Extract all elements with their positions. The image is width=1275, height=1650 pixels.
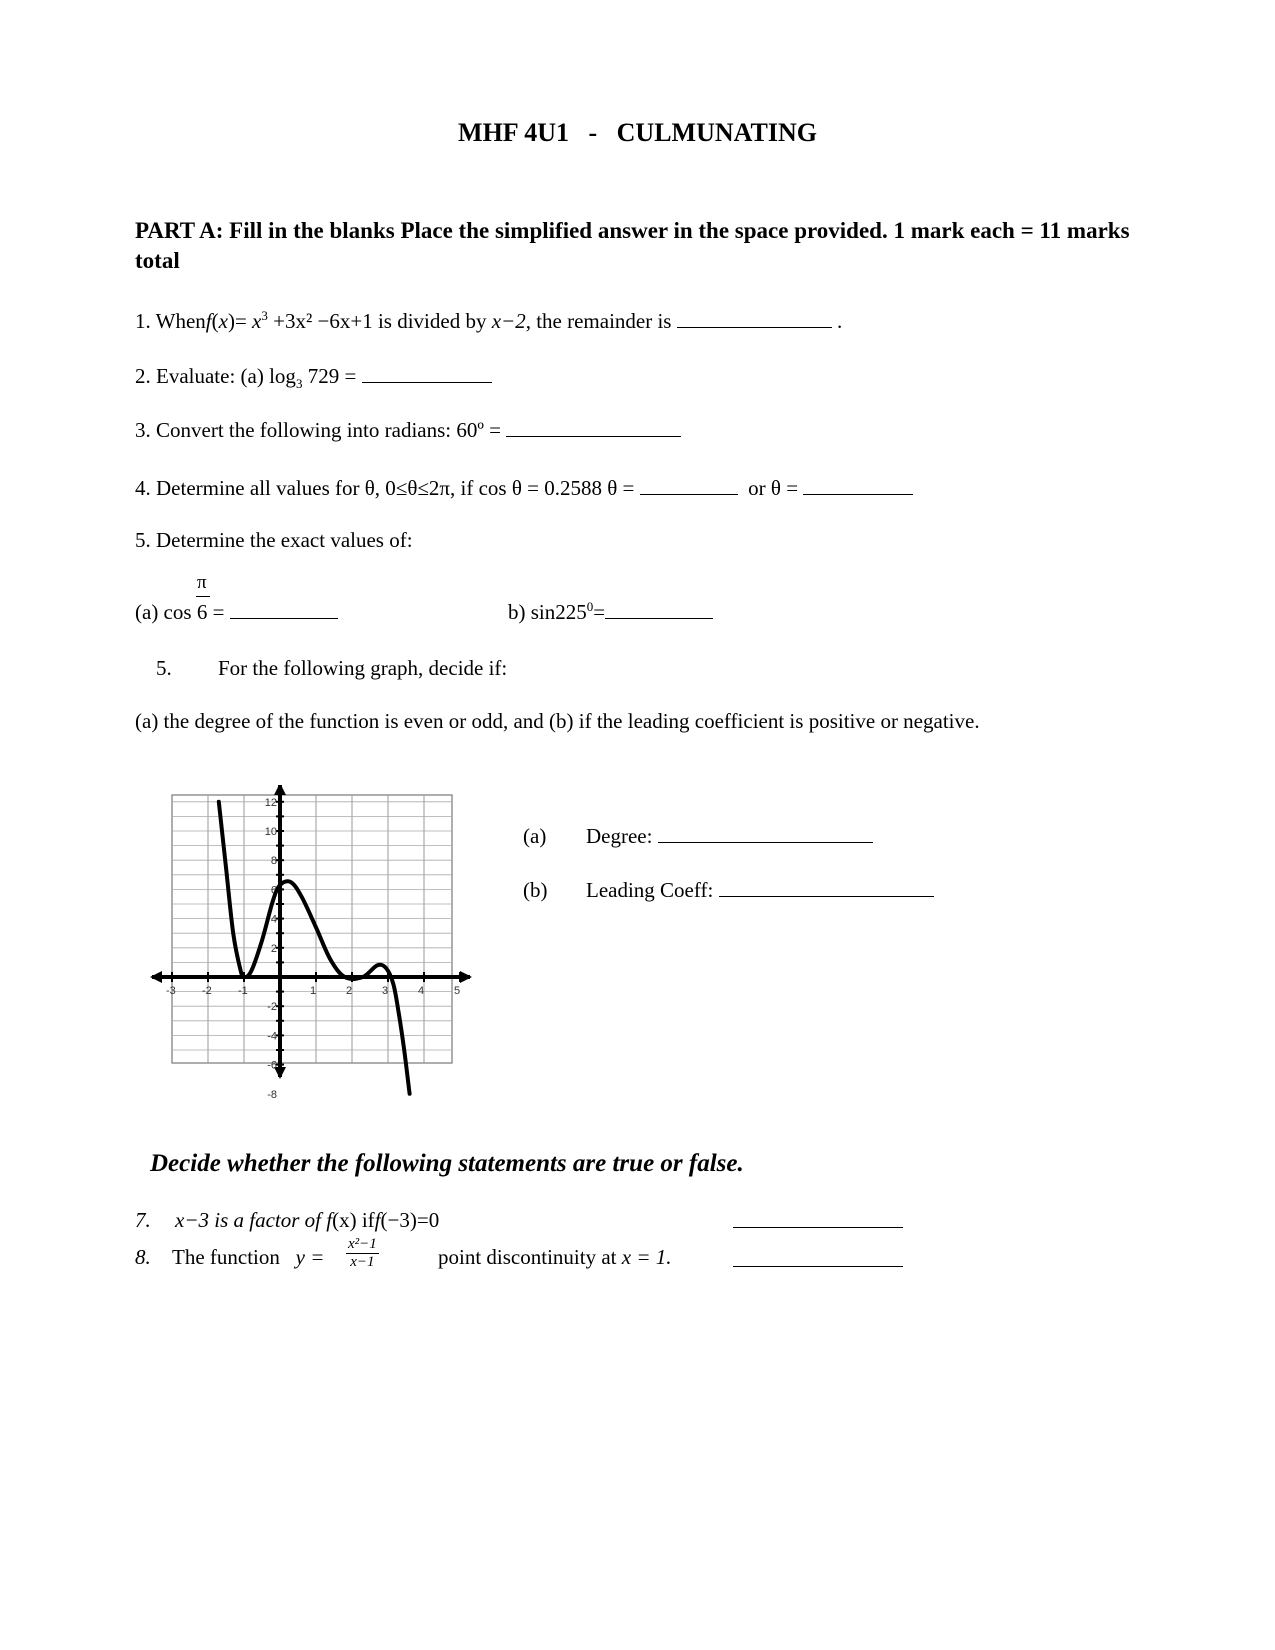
q1-text-c: is divided by <box>377 309 487 333</box>
q5-b-sup: 0 <box>586 599 594 614</box>
q5-b-label: b) sin225 <box>508 600 587 624</box>
q8-text-b-row <box>438 1245 672 1270</box>
x-tick-label: 3 <box>382 985 389 997</box>
q3-answer-blank[interactable] <box>506 416 681 437</box>
q8-y: y = <box>295 1245 325 1269</box>
y-tick-label: -8 <box>267 1088 277 1101</box>
question-3 <box>135 416 681 443</box>
q2-answer-blank[interactable] <box>362 362 492 383</box>
y-tick-label: 6 <box>270 884 277 897</box>
q1-text-d: , the remainder is <box>525 309 672 333</box>
question-6-number: 5. <box>156 656 172 680</box>
y-tick-label: 2 <box>270 942 277 955</box>
q2-text: 2. Evaluate: (a) log <box>135 364 296 388</box>
x-tick-label: 2 <box>346 985 353 997</box>
q1-number: 1. <box>135 309 151 333</box>
q3-text: 3. Convert the following into radians: 60º = <box>135 418 501 442</box>
q7-number: 7. <box>135 1208 151 1232</box>
q8-text-a: The function <box>172 1245 280 1269</box>
x-axis-left-arrow <box>150 971 162 983</box>
q7-f1: f <box>326 1208 333 1232</box>
y-tick-label: 12 <box>264 796 277 809</box>
q2-text-b: 729 = <box>302 364 357 388</box>
q5-b-eq: = <box>593 600 606 624</box>
leading-coeff-answer-blank[interactable] <box>719 876 934 897</box>
x-tick-label: 4 <box>418 985 425 997</box>
degree-label-a: (a) <box>523 824 547 848</box>
question-1: 1. Whenf(x)= $x^3 +3x^2 -6x+1$ is divided by x−2, the remainder is . <box>135 308 843 333</box>
leading-coeff-row <box>523 876 934 903</box>
graph-tick-labels <box>166 797 460 1101</box>
q1-x: x <box>218 309 228 333</box>
q1-answer-blank[interactable] <box>677 307 832 328</box>
q5-a-label: (a) cos <box>135 600 192 624</box>
q7-text-a: x−3 is a factor of <box>175 1208 321 1232</box>
question-4 <box>135 474 913 501</box>
question-7 <box>135 1208 439 1233</box>
q7-text-e: (−3)=0 <box>380 1208 440 1232</box>
question-6-text: For the following graph, decide if: <box>218 656 508 680</box>
q8-number: 8. <box>135 1245 151 1269</box>
y-tick-label: -2 <box>267 1001 277 1014</box>
q5b-answer-blank[interactable] <box>605 598 713 619</box>
y-axis-top-arrow <box>274 785 286 795</box>
y-tick-label: -4 <box>267 1030 277 1043</box>
degree-row <box>523 822 873 849</box>
q1-end: . <box>836 309 843 333</box>
x-tick-label: 1 <box>310 985 317 997</box>
q7-answer-blank[interactable] <box>733 1227 903 1228</box>
y-tick-label: -6 <box>267 1059 277 1072</box>
leading-coeff-text: Leading Coeff: <box>586 878 714 902</box>
question-5a <box>135 598 338 625</box>
grid-border <box>172 795 452 1063</box>
degree-text: Degree: <box>586 824 653 848</box>
q4-answer-blank-2[interactable] <box>803 474 913 495</box>
q2-subscript: 3 <box>295 376 303 392</box>
true-false-heading: Decide whether the following statements are true or false. <box>150 1150 744 1177</box>
question-8 <box>135 1245 324 1270</box>
q8-numerator: x²−1 <box>348 1236 377 1252</box>
polynomial-graph <box>150 785 495 1115</box>
q7-f2: f <box>374 1208 381 1232</box>
x-tick-label: -3 <box>166 985 176 997</box>
q1-text-b: )= <box>227 309 253 333</box>
x-axis-right-arrow <box>460 971 472 983</box>
q8-fraction <box>346 1236 379 1271</box>
leading-coeff-label-b: (b) <box>523 878 548 902</box>
question-5b <box>508 598 713 625</box>
q1-poly: +3x² −6x+1 <box>273 309 373 333</box>
graph-grid <box>172 795 452 1063</box>
q8-answer-blank[interactable] <box>733 1266 903 1267</box>
q5-pi: π <box>197 572 207 593</box>
q8-x-eq: x = 1. <box>621 1245 672 1269</box>
q5a-answer-blank[interactable] <box>230 598 338 619</box>
q1-text-a: When <box>155 309 206 333</box>
q4-answer-blank-1[interactable] <box>640 474 738 495</box>
x-tick-label: -2 <box>202 985 212 997</box>
q8-denominator: x−1 <box>350 1254 375 1270</box>
x-tick-label: -1 <box>238 985 248 997</box>
q8-text-b: point discontinuity at <box>438 1245 617 1269</box>
q4-or: or θ = <box>748 476 799 500</box>
y-tick-label: 10 <box>264 826 277 838</box>
question-5: 5. Determine the exact values of: <box>135 528 413 552</box>
q1-divisor: x−2 <box>491 309 526 333</box>
q1-f: f <box>205 309 212 333</box>
question-6-line2: (a) the degree of the function is even or odd, and (b) if the leading coefficient is positive or negative. <box>135 709 980 733</box>
y-tick-label: 8 <box>270 855 277 868</box>
part-a-heading: PART A: Fill in the blanks Place the simplified answer in the space provided. 1 mark each = 11 marks total <box>135 218 1130 273</box>
q5-pi-bar <box>196 596 210 597</box>
q5-six: 6 <box>196 600 208 624</box>
question-2 <box>135 362 492 392</box>
q7-text-c: (x) if <box>332 1208 375 1232</box>
q4-text: 4. Determine all values for θ, 0≤θ≤2π, if cos θ = 0.2588 θ = <box>135 476 635 500</box>
page-title: MHF 4U1 - CULMUNATING <box>458 118 817 147</box>
degree-answer-blank[interactable] <box>658 822 873 843</box>
q5-a-eq: = <box>212 600 225 624</box>
y-tick-label: 4 <box>270 913 277 926</box>
x-tick-label: 5 <box>454 985 461 997</box>
